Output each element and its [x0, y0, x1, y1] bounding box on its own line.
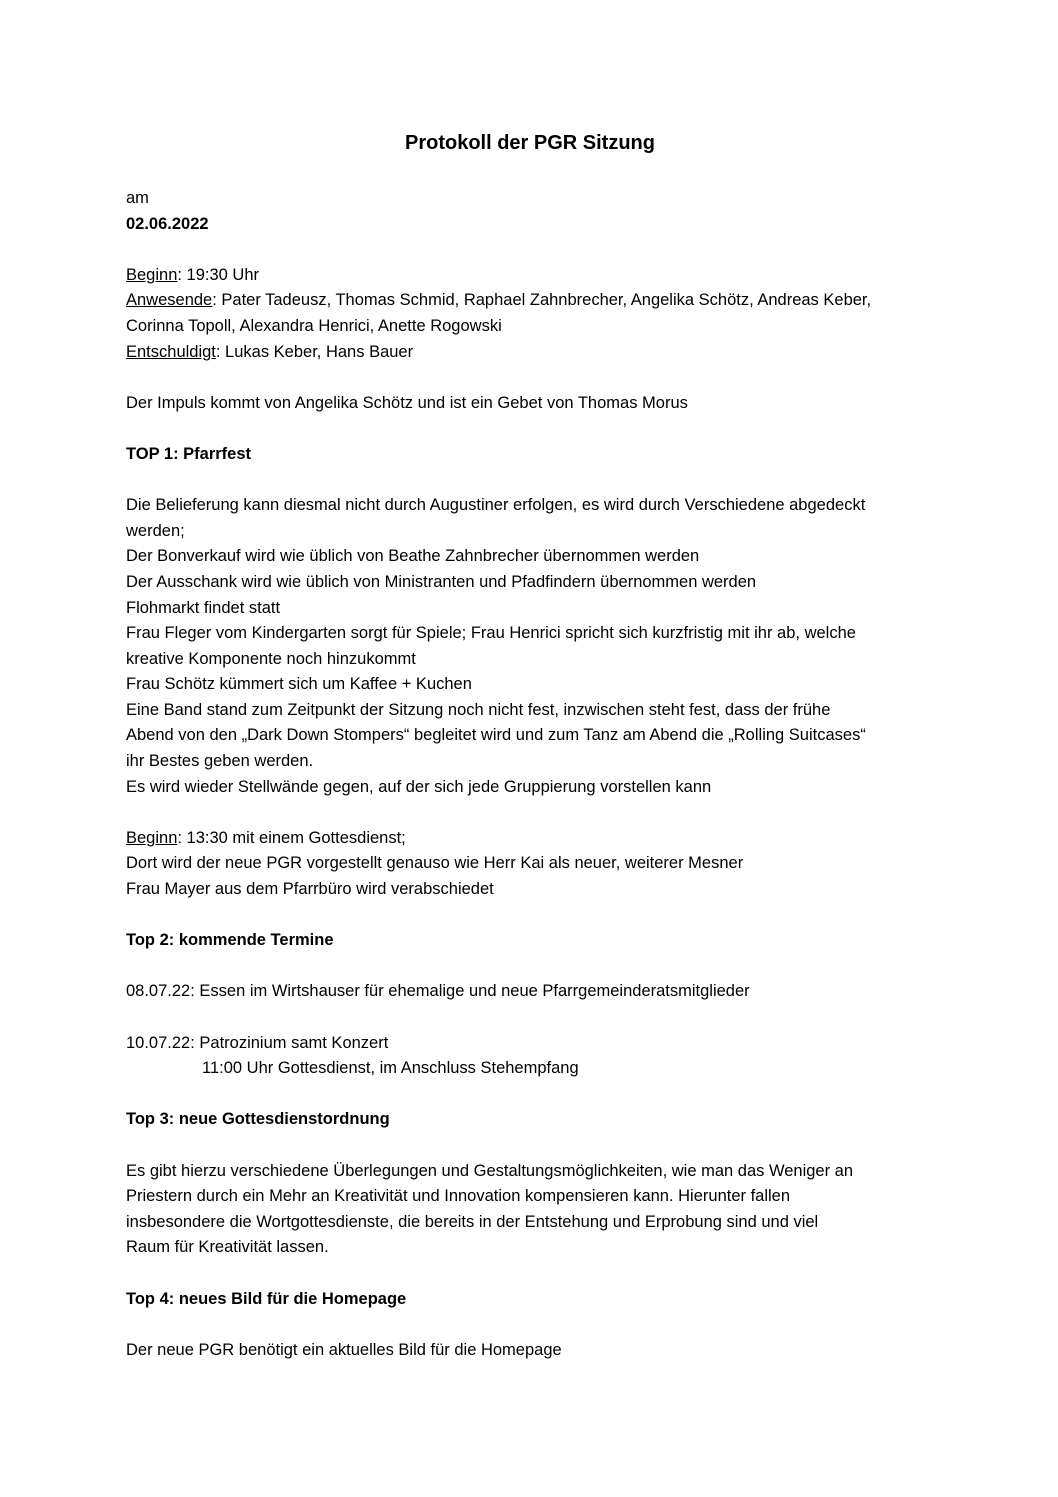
spacer: [126, 954, 936, 980]
entschuldigt-value: : Lukas Keber, Hans Bauer: [215, 342, 414, 361]
top3-line: Es gibt hierzu verschiedene Überlegungen und Gestaltungsmöglichkeiten, wie man das Weniger an: [126, 1161, 854, 1180]
spacer: [126, 468, 936, 494]
top1-heading: TOP 1: Pfarrfest: [126, 444, 252, 463]
termin-2: 10.07.22: Patrozinium samt Konzert: [126, 1033, 389, 1052]
anwesende-label: Anwesende: [126, 291, 213, 310]
top1-line: Flohmarkt findet statt: [126, 598, 281, 617]
termin-1: 08.07.22: Essen im Wirtshauser für ehemalige und neue Pfarrgemeinderatsmitglieder: [126, 982, 750, 1001]
top1-line: kreative Komponente noch hinzukommt: [126, 649, 416, 668]
date-prefix: am: [126, 189, 149, 207]
beginn-label: Beginn: [126, 265, 178, 284]
top1-line: werden;: [126, 521, 185, 540]
spacer: [126, 416, 936, 442]
spacer: [126, 903, 936, 929]
pfarrfest-beginn-line: [126, 826, 936, 852]
top4-heading: Top 4: neues Bild für die Homepage: [126, 1289, 407, 1308]
spacer: [126, 1005, 936, 1031]
spacer: [126, 1133, 936, 1159]
document-title: Protokoll der PGR Sitzung: [404, 132, 655, 154]
pfarrfest-beginn-label: Beginn: [126, 828, 178, 847]
document-body: [126, 130, 936, 1363]
impuls-text: Der Impuls kommt von Angelika Schötz und ist ein Gebet von Thomas Morus: [126, 393, 688, 412]
entschuldigt-label: Entschuldigt: [126, 342, 216, 361]
top3-line: insbesondere die Wortgottesdienste, die bereits in der Entstehung und Erprobung sind und viel: [126, 1212, 819, 1231]
termin-2-detail: 11:00 Uhr Gottesdienst, im Anschluss Stehempfang: [202, 1059, 579, 1078]
top1-line: Eine Band stand zum Zeitpunkt der Sitzung noch nicht fest, inzwischen steht fest, dass der frühe: [126, 700, 831, 719]
spacer: [126, 1312, 936, 1338]
spacer: [126, 365, 936, 391]
entschuldigt-line: [126, 340, 936, 366]
spacer: [126, 1261, 936, 1287]
top3-line: Priestern durch ein Mehr an Kreativität und Innovation kompensieren kann. Hierunter fallen: [126, 1187, 791, 1206]
spacer: [126, 1082, 936, 1108]
top1-line: ihr Bestes geben werden.: [126, 752, 314, 771]
top1-line: Der Ausschank wird wie üblich von Ministranten und Pfadfindern übernommen werden: [126, 572, 757, 591]
top1-after-line: Frau Mayer aus dem Pfarrbüro wird verabschiedet: [126, 880, 494, 899]
top2-heading: Top 2: kommende Termine: [126, 931, 334, 950]
top1-line: Frau Fleger vom Kindergarten sorgt für Spiele; Frau Henrici spricht sich kurzfristig mit ihr ab, welche: [126, 624, 856, 643]
anwesende-value: : Pater Tadeusz, Thomas Schmid, Raphael Zahnbrecher, Angelika Schötz, Andreas Keber,: [212, 291, 872, 310]
spacer: [126, 237, 936, 263]
top1-line: Frau Schötz kümmert sich um Kaffee + Kuchen: [126, 675, 472, 694]
meeting-date: 02.06.2022: [126, 214, 209, 233]
top1-after-line: Dort wird der neue PGR vorgestellt genauso wie Herr Kai als neuer, weiterer Mesner: [126, 854, 744, 873]
top1-line: Die Belieferung kann diesmal nicht durch Augustiner erfolgen, es wird durch Verschiedene abgedeckt: [126, 496, 866, 515]
top3-heading: Top 3: neue Gottesdienstordnung: [126, 1110, 390, 1129]
top3-line: Raum für Kreativität lassen.: [126, 1238, 329, 1257]
top1-line: Der Bonverkauf wird wie üblich von Beathe Zahnbrecher übernommen werden: [126, 547, 700, 566]
spacer: [126, 800, 936, 826]
anwesende-line-2: Corinna Topoll, Alexandra Henrici, Anette Rogowski: [126, 316, 502, 335]
beginn-line: [126, 263, 936, 289]
beginn-value: : 19:30 Uhr: [177, 265, 260, 284]
top4-text: Der neue PGR benötigt ein aktuelles Bild für die Homepage: [126, 1340, 562, 1359]
top1-line: Es wird wieder Stellwände gegen, auf der sich jede Gruppierung vorstellen kann: [126, 777, 712, 796]
anwesende-line: [126, 288, 936, 314]
pfarrfest-beginn-value: : 13:30 mit einem Gottesdienst;: [177, 828, 406, 847]
top1-line: Abend von den „Dark Down Stompers“ begleitet wird und zum Tanz am Abend die „Rolling Suitcases“: [126, 726, 866, 745]
